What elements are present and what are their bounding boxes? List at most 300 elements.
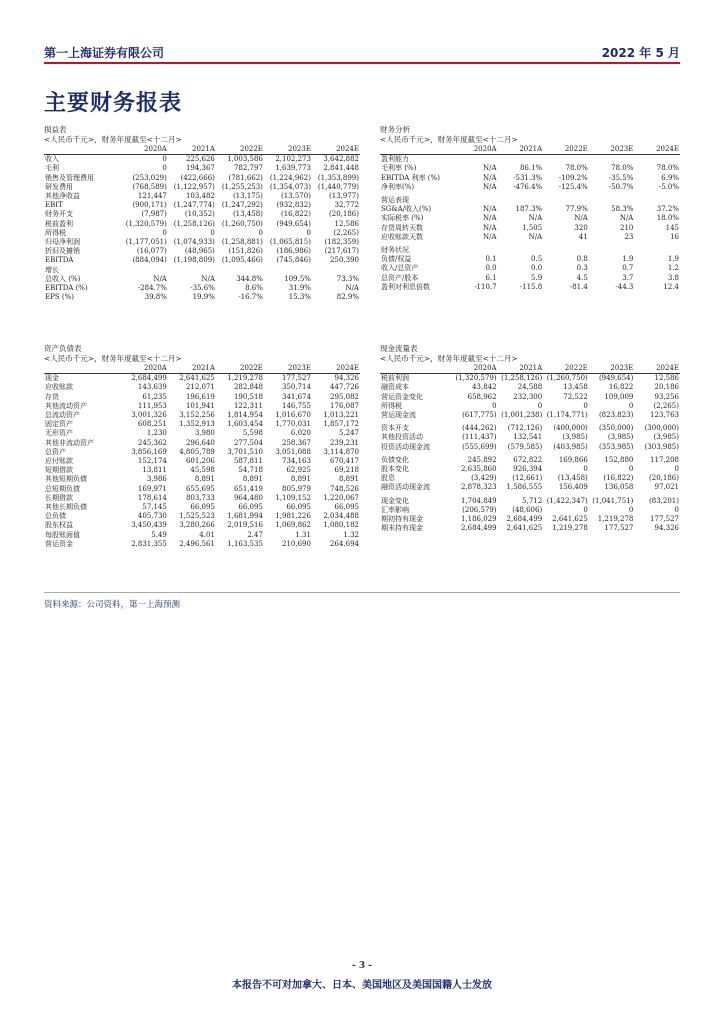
table-row bbox=[44, 531, 360, 540]
table-row bbox=[44, 275, 360, 284]
table-cell: (1,174,771) bbox=[546, 411, 588, 420]
table-cell: 250,390 bbox=[330, 256, 359, 265]
table-cell: 97,021 bbox=[654, 483, 679, 492]
table-cell: 2,684,499 bbox=[131, 374, 167, 383]
table-cell: 734,163 bbox=[282, 457, 311, 466]
table-row bbox=[44, 293, 360, 302]
table-cell: 0.0 bbox=[531, 264, 543, 273]
table-row bbox=[380, 424, 680, 433]
header-date: 2022 年 5 月 bbox=[601, 46, 680, 60]
row-label: 其他净收益 bbox=[45, 192, 80, 201]
section-unit: <人民币千元>，财务年度截至<十二月> bbox=[380, 354, 518, 363]
table-cell: 0 bbox=[162, 155, 167, 164]
table-cell: -35.6% bbox=[190, 284, 215, 293]
table-cell: -44.3 bbox=[615, 282, 634, 291]
table-cell: 3,701,510 bbox=[227, 447, 263, 456]
table-row bbox=[44, 448, 360, 457]
table-cell: 86.1% bbox=[519, 164, 543, 173]
table-cell: (48,606) bbox=[512, 505, 543, 514]
table-row bbox=[44, 238, 360, 247]
table-cell: 587,811 bbox=[233, 457, 263, 466]
row-label: 总资产/股本 bbox=[381, 273, 419, 282]
table-cell: 282,848 bbox=[233, 383, 263, 392]
table-cell: 2,641,625 bbox=[552, 515, 588, 524]
table-row bbox=[380, 164, 680, 173]
table-cell: 196,619 bbox=[185, 392, 215, 401]
table-cell: 4.5 bbox=[576, 273, 588, 282]
table-cell: 190,518 bbox=[233, 392, 263, 401]
table-cell: 5.49 bbox=[151, 530, 167, 539]
table-row bbox=[44, 457, 360, 466]
table-cell: 94,326 bbox=[654, 524, 679, 533]
table-cell: (712,126) bbox=[507, 424, 543, 433]
table-cell: (932,832) bbox=[276, 201, 311, 210]
table-cell: 6.1 bbox=[485, 273, 497, 282]
table-cell: (949,654) bbox=[276, 219, 311, 228]
table-cell: 3,450,439 bbox=[131, 521, 167, 530]
table-cell: 320 bbox=[574, 223, 588, 232]
table-cell: 0 bbox=[583, 401, 588, 410]
table-row bbox=[380, 155, 680, 165]
table-row bbox=[380, 205, 680, 214]
table-cell: (13,458) bbox=[232, 210, 263, 219]
table-cell: (300,000) bbox=[644, 424, 679, 433]
table-cell: -110.7 bbox=[474, 282, 497, 291]
table-cell: 1,109,152 bbox=[275, 493, 311, 502]
table-cell: 672,822 bbox=[513, 455, 543, 464]
table-cell: 93,256 bbox=[654, 392, 679, 401]
table-cell: 782,797 bbox=[233, 164, 263, 173]
table-cell: 1,586,555 bbox=[506, 483, 543, 492]
table-row bbox=[380, 264, 680, 273]
table-cell: (151,826) bbox=[228, 247, 263, 256]
table-cell: (13,458) bbox=[557, 474, 588, 483]
table-row bbox=[380, 433, 680, 442]
table-cell: (16,822) bbox=[280, 210, 311, 219]
table-cell: 43,842 bbox=[472, 383, 497, 392]
row-label: 短期借款 bbox=[45, 466, 73, 475]
table-cell: (206,579) bbox=[462, 505, 497, 514]
table-cell bbox=[589, 155, 635, 165]
row-label: 研发费用 bbox=[45, 182, 73, 191]
table-cell: 1,857,172 bbox=[323, 420, 359, 429]
row-label: 总资产 bbox=[45, 447, 66, 456]
row-label: 现金 bbox=[45, 374, 59, 383]
row-label: 总短期负债 bbox=[45, 484, 80, 493]
table-cell: (1,258,126) bbox=[173, 219, 215, 228]
table-cell: 178,614 bbox=[137, 493, 167, 502]
table-cell: 5.9 bbox=[531, 273, 543, 282]
table-cell: 1.31 bbox=[295, 530, 311, 539]
row-label: 投资活动现金流 bbox=[381, 442, 430, 451]
income-table bbox=[44, 145, 360, 302]
row-label: 实际税率 (%) bbox=[381, 214, 424, 223]
table-cell: 3,280,266 bbox=[179, 521, 215, 530]
table-cell: 1.9 bbox=[667, 255, 679, 264]
table-cell: 0 bbox=[583, 465, 588, 474]
table-cell bbox=[120, 266, 168, 275]
table-cell: 72,522 bbox=[563, 392, 588, 401]
row-label: 所得税 bbox=[381, 401, 402, 410]
table-cell bbox=[264, 266, 312, 275]
table-cell bbox=[634, 155, 680, 165]
table-row bbox=[380, 274, 680, 283]
row-label: 无形资产 bbox=[45, 429, 73, 438]
row-label: 营运资金 bbox=[45, 539, 73, 548]
table-row bbox=[44, 155, 360, 165]
column-header: 2023E bbox=[589, 145, 635, 155]
table-cell: (1,320,579) bbox=[125, 219, 167, 228]
table-row bbox=[380, 214, 680, 223]
source-divider bbox=[44, 592, 680, 593]
table-cell: 18.0% bbox=[656, 214, 679, 223]
table-cell: N/A bbox=[483, 173, 497, 182]
row-label: 总负债 bbox=[45, 512, 66, 521]
table-cell: 0 bbox=[674, 505, 679, 514]
column-header: 2024E bbox=[634, 145, 680, 155]
row-label: 增长 bbox=[45, 265, 59, 274]
table-cell: 103,482 bbox=[185, 192, 215, 201]
row-label: 财务开支 bbox=[45, 210, 73, 219]
row-label: EBITDA 利率 (%) bbox=[381, 173, 440, 182]
row-label: 股东权益 bbox=[45, 521, 73, 530]
table-cell: -531.3% bbox=[513, 173, 543, 182]
table-cell: 3,114,870 bbox=[323, 447, 359, 456]
table-row bbox=[44, 420, 360, 429]
table-row bbox=[44, 220, 360, 229]
cashflow-table bbox=[380, 364, 680, 533]
table-cell: (16,077) bbox=[136, 247, 167, 256]
table-cell: 245,362 bbox=[137, 438, 167, 447]
table-cell: 111,953 bbox=[137, 401, 167, 410]
table-cell: (555,699) bbox=[462, 442, 497, 451]
table-cell: N/A bbox=[345, 284, 359, 293]
table-row bbox=[380, 443, 680, 452]
table-row bbox=[44, 512, 360, 521]
table-cell: 405,730 bbox=[137, 512, 167, 521]
table-cell bbox=[543, 155, 589, 165]
header-cell bbox=[380, 364, 452, 374]
table-cell: 1,163,535 bbox=[227, 539, 263, 548]
table-cell bbox=[634, 196, 680, 205]
table-cell: 1.2 bbox=[667, 264, 679, 273]
table-cell: 341,674 bbox=[282, 392, 311, 401]
table-cell: (186,986) bbox=[276, 247, 311, 256]
row-label: 收入/总资产 bbox=[381, 264, 419, 273]
table-cell: 61,235 bbox=[142, 392, 167, 401]
row-label: 折旧及摊销 bbox=[45, 247, 80, 256]
table-row bbox=[44, 183, 360, 192]
table-cell bbox=[498, 196, 544, 205]
table-cell: N/A bbox=[201, 274, 215, 283]
table-row bbox=[44, 393, 360, 402]
row-label: 毛利率 (%) bbox=[381, 164, 417, 173]
table-cell: 152,174 bbox=[137, 457, 167, 466]
table-cell: (3,985) bbox=[653, 433, 679, 442]
table-cell: 121,447 bbox=[137, 192, 167, 201]
table-cell: 1,704,849 bbox=[460, 496, 497, 505]
table-cell: 0 bbox=[628, 505, 634, 514]
table-row bbox=[380, 233, 680, 242]
table-row bbox=[44, 266, 360, 275]
table-cell: 651,419 bbox=[233, 484, 263, 493]
table-cell: (10,352) bbox=[184, 210, 215, 219]
table-cell: 1,013,221 bbox=[323, 411, 359, 420]
table-cell: 117,208 bbox=[650, 455, 679, 464]
column-header: 2022E bbox=[543, 364, 589, 374]
table-cell: (823,823) bbox=[598, 411, 634, 420]
table-cell: (1,247,292) bbox=[221, 201, 263, 210]
table-cell: (1,065,815) bbox=[269, 238, 311, 247]
row-label: 销售及管理费用 bbox=[45, 173, 94, 182]
column-header: 2022E bbox=[543, 145, 589, 155]
table-cell: (1,260,750) bbox=[221, 219, 263, 228]
table-cell: 15.3% bbox=[288, 293, 311, 302]
table-cell: 5,247 bbox=[338, 429, 359, 438]
table-cell: 0.7 bbox=[622, 264, 634, 273]
table-cell: (1,260,750) bbox=[546, 374, 588, 383]
row-label: 财务状况 bbox=[381, 246, 409, 255]
table-cell: 0 bbox=[674, 465, 679, 474]
table-cell: 5,712 bbox=[522, 496, 543, 505]
table-row bbox=[44, 383, 360, 392]
row-label: 融资成本 bbox=[381, 383, 409, 392]
table-cell: 1,219,278 bbox=[227, 374, 263, 383]
table-cell: 0 bbox=[492, 401, 497, 410]
table-cell: 54,718 bbox=[238, 466, 263, 475]
table-cell bbox=[452, 155, 498, 165]
row-label: 总流动资产 bbox=[45, 411, 80, 420]
table-cell: 658,962 bbox=[467, 392, 497, 401]
table-header-row bbox=[380, 364, 680, 374]
table-cell: 210 bbox=[620, 223, 634, 232]
table-cell: 66,095 bbox=[286, 503, 311, 512]
row-label: EPS (%) bbox=[45, 293, 74, 302]
table-cell: (253,029) bbox=[132, 173, 167, 182]
table-cell: (16,822) bbox=[603, 474, 634, 483]
table-cell: 1,770,031 bbox=[275, 420, 311, 429]
table-cell: (1,095,466) bbox=[221, 256, 263, 265]
table-cell: 32,772 bbox=[334, 201, 359, 210]
table-row bbox=[44, 485, 360, 494]
table-cell: (12,661) bbox=[512, 474, 543, 483]
row-label: 营运表现 bbox=[381, 196, 409, 205]
table-cell bbox=[543, 246, 589, 255]
row-label: 盈利对利息倍数 bbox=[381, 282, 430, 291]
table-cell: 1,219,278 bbox=[552, 524, 588, 533]
table-cell: (444,262) bbox=[462, 424, 497, 433]
table-cell: (182,359) bbox=[324, 238, 359, 247]
table-cell: (1,247,774) bbox=[173, 201, 215, 210]
column-header: 2021A bbox=[498, 364, 544, 374]
table-cell: N/A bbox=[483, 182, 497, 191]
table-row bbox=[380, 393, 680, 402]
balance-table bbox=[44, 364, 360, 549]
balance-sheet-section bbox=[44, 344, 360, 549]
table-cell: 350,714 bbox=[282, 383, 311, 392]
source-note: 资料来源：公司资料，第一上海预测 bbox=[44, 600, 181, 610]
table-cell: 1.32 bbox=[343, 530, 359, 539]
table-row bbox=[44, 466, 360, 475]
table-cell: 8.6% bbox=[245, 284, 263, 293]
table-cell: 0 bbox=[628, 465, 634, 474]
table-cell: (949,654) bbox=[598, 374, 634, 383]
table-cell: (900,171) bbox=[132, 201, 167, 210]
table-cell: 66,095 bbox=[238, 503, 263, 512]
table-cell: -476.4% bbox=[513, 182, 543, 191]
table-cell: 8,891 bbox=[194, 475, 215, 484]
table-cell: (1,074,933) bbox=[173, 238, 215, 247]
table-cell: 78.0% bbox=[656, 164, 679, 173]
table-row bbox=[380, 402, 680, 411]
table-cell: 69,218 bbox=[334, 466, 359, 475]
cashflow-section bbox=[380, 344, 680, 533]
table-cell: -81.4 bbox=[569, 282, 588, 291]
row-label: 每股账面值 bbox=[45, 530, 80, 539]
table-cell: 123,763 bbox=[650, 411, 679, 420]
table-cell: 264,694 bbox=[330, 539, 359, 548]
table-cell: 1,352,913 bbox=[179, 420, 215, 429]
table-row bbox=[380, 411, 680, 420]
row-label: 盈利能力 bbox=[381, 155, 409, 164]
table-cell: 0.8 bbox=[576, 255, 588, 264]
table-cell: 239,231 bbox=[330, 438, 359, 447]
table-row bbox=[44, 475, 360, 484]
table-cell: (884,094) bbox=[132, 256, 167, 265]
row-label: 税前盈利 bbox=[45, 219, 73, 228]
table-cell: 1,220,067 bbox=[323, 493, 359, 502]
column-header: 2022E bbox=[216, 364, 264, 374]
row-label: 总收入 (%) bbox=[45, 274, 81, 283]
row-label: 毛利 bbox=[45, 164, 59, 173]
table-cell: 1,639,773 bbox=[275, 164, 311, 173]
table-cell: (20,186) bbox=[329, 210, 359, 219]
row-label: 收入 bbox=[45, 155, 59, 164]
table-cell: 803,733 bbox=[185, 493, 215, 502]
table-cell: 1,003,586 bbox=[227, 155, 263, 164]
table-cell: 1,603,454 bbox=[227, 420, 263, 429]
table-cell: 212,071 bbox=[185, 383, 215, 392]
table-cell: (400,000) bbox=[553, 424, 588, 433]
table-cell: 4,805,789 bbox=[179, 447, 215, 456]
table-cell: 109,009 bbox=[604, 392, 634, 401]
row-label: 存货周转天数 bbox=[381, 223, 423, 232]
table-cell: 169,971 bbox=[137, 484, 167, 493]
table-cell: 6,020 bbox=[290, 429, 311, 438]
table-cell: 177,527 bbox=[650, 515, 679, 524]
table-cell: N/A bbox=[483, 205, 497, 214]
table-cell: 66,095 bbox=[334, 503, 359, 512]
table-cell: 2,841,448 bbox=[323, 164, 359, 173]
table-cell: 145 bbox=[665, 223, 679, 232]
row-label: 归母净利润 bbox=[45, 238, 80, 247]
row-label: 股本变化 bbox=[381, 465, 409, 474]
table-cell: 3,152,256 bbox=[179, 411, 215, 420]
table-cell: 136,058 bbox=[604, 483, 634, 492]
table-cell: (745,846) bbox=[276, 256, 311, 265]
table-row bbox=[44, 429, 360, 438]
table-cell: (1,198,809) bbox=[173, 256, 215, 265]
table-cell: -50.7% bbox=[608, 182, 634, 191]
row-label: 期初持有现金 bbox=[381, 515, 423, 524]
table-row bbox=[44, 192, 360, 201]
row-label: 所得税 bbox=[45, 228, 66, 237]
column-header: 2023E bbox=[264, 145, 312, 155]
row-label: 营运资金变化 bbox=[381, 392, 423, 401]
table-cell: (1,041,751) bbox=[592, 496, 634, 505]
table-header-row bbox=[44, 145, 360, 155]
table-cell: 57,145 bbox=[142, 503, 167, 512]
table-cell: 8,891 bbox=[290, 475, 311, 484]
table-cell: -284.7% bbox=[137, 284, 167, 293]
page-number: - 3 - bbox=[352, 961, 372, 971]
row-label: 其他短期负债 bbox=[45, 475, 87, 484]
table-cell: (7,987) bbox=[141, 210, 167, 219]
table-row bbox=[44, 164, 360, 173]
table-cell: N/A bbox=[483, 164, 497, 173]
column-header: 2021A bbox=[168, 364, 216, 374]
table-cell: 1,230 bbox=[146, 429, 167, 438]
table-cell: 0 bbox=[258, 228, 263, 237]
row-label: 其他长期负债 bbox=[45, 503, 87, 512]
table-cell: -35.5% bbox=[608, 173, 634, 182]
table-cell: 73.3% bbox=[336, 274, 359, 283]
table-cell: 1,016,670 bbox=[275, 411, 311, 420]
table-cell: 58.3% bbox=[611, 205, 634, 214]
table-row bbox=[44, 174, 360, 183]
table-cell bbox=[589, 196, 635, 205]
table-cell: N/A bbox=[483, 214, 497, 223]
table-row bbox=[380, 246, 680, 255]
table-cell: 31.9% bbox=[288, 284, 311, 293]
table-cell: 101,941 bbox=[185, 401, 215, 410]
column-header: 2020A bbox=[120, 364, 168, 374]
table-cell: 16,822 bbox=[608, 383, 634, 392]
table-cell: 3.7 bbox=[622, 273, 634, 282]
table-cell: (83,201) bbox=[649, 496, 679, 505]
table-cell: 1,505 bbox=[522, 223, 543, 232]
table-cell: (1,001,238) bbox=[501, 411, 543, 420]
table-cell: 1,219,278 bbox=[597, 515, 634, 524]
table-cell: (1,320,579) bbox=[455, 374, 497, 383]
table-cell: 0.0 bbox=[485, 264, 497, 273]
table-cell bbox=[589, 246, 635, 255]
table-row bbox=[380, 483, 680, 492]
table-row bbox=[44, 503, 360, 512]
row-label: 融资活动现金流 bbox=[381, 483, 430, 492]
table-cell: 177,527 bbox=[604, 524, 634, 533]
table-row bbox=[380, 174, 680, 183]
table-cell: (13,977) bbox=[329, 192, 359, 201]
table-cell: 0.1 bbox=[485, 255, 497, 264]
row-label: 应收账款 bbox=[45, 383, 73, 392]
table-row bbox=[380, 255, 680, 264]
table-cell: 655,695 bbox=[185, 484, 215, 493]
table-cell: 2,102,273 bbox=[275, 155, 311, 164]
row-label: EBITDA bbox=[45, 256, 74, 265]
table-cell: 344.8% bbox=[236, 274, 263, 283]
section-unit: <人民币千元>，财务年度截至<十二月> bbox=[44, 135, 182, 144]
table-cell: 1,069,862 bbox=[275, 521, 311, 530]
column-header: 2020A bbox=[120, 145, 168, 155]
table-cell bbox=[543, 196, 589, 205]
table-cell: 0.5 bbox=[531, 255, 543, 264]
table-cell: 177,527 bbox=[282, 374, 311, 383]
table-cell: 82.9% bbox=[336, 293, 359, 302]
table-cell: 109.5% bbox=[284, 274, 311, 283]
table-cell: (617,775) bbox=[462, 411, 497, 420]
table-cell: 16 bbox=[670, 232, 679, 241]
